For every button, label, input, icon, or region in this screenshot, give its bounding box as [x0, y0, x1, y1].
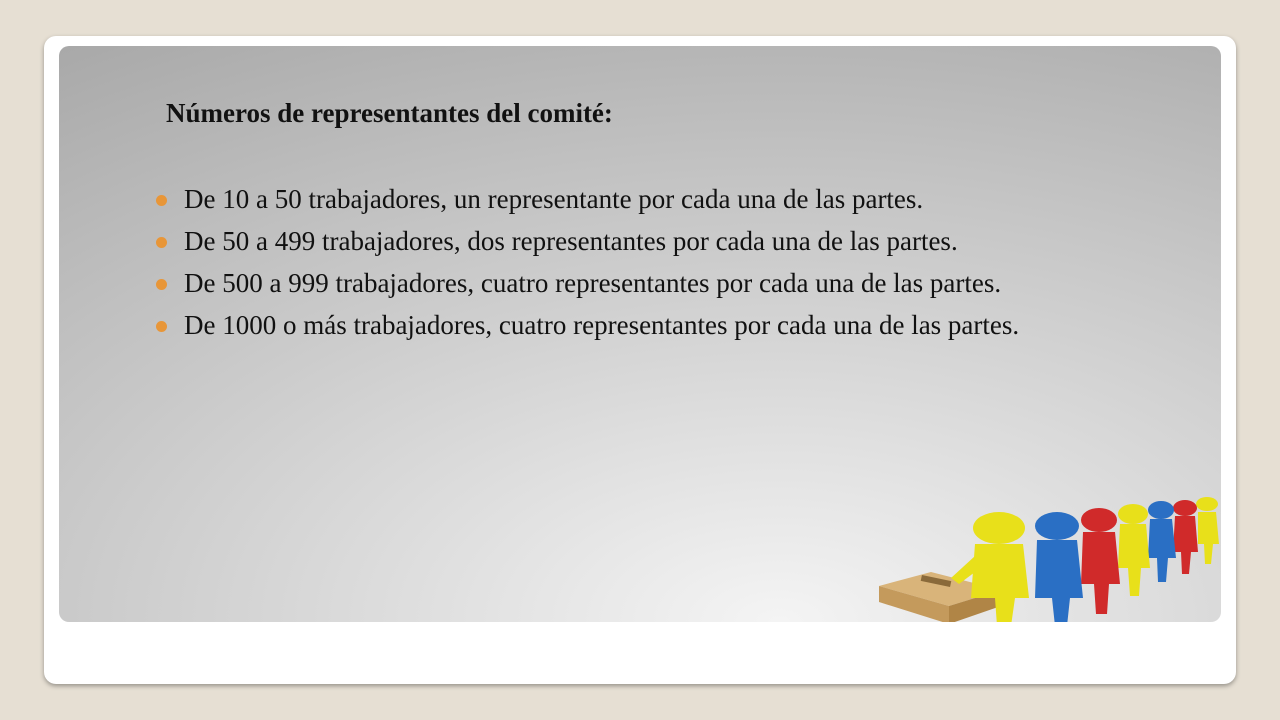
bullet-item [156, 265, 1033, 301]
bullet-text: De 500 a 999 trabajadores, cuatro representantes por cada una de las partes. [184, 268, 1002, 298]
figure-yellow-mid [1118, 504, 1150, 596]
slide-title: Números de representantes del comité: [166, 98, 613, 128]
bullet-dot-icon [156, 237, 167, 248]
bullet-dot-icon [156, 195, 167, 206]
figure-yellow-back [1196, 497, 1219, 564]
figure-red-mid [1081, 508, 1120, 614]
bullet-dot-icon [156, 321, 167, 332]
slide-card [44, 36, 1236, 684]
bullet-text: De 1000 o más trabajadores, cuatro representantes por cada una de las partes. [184, 310, 1020, 340]
bullet-text: De 50 a 499 trabajadores, dos representantes por cada una de las partes. [184, 226, 958, 256]
bullet-item [156, 223, 1033, 259]
figure-blue-back [1148, 501, 1176, 582]
bullet-item [156, 181, 1033, 217]
bullet-dot-icon [156, 279, 167, 290]
bullet-list [156, 181, 1033, 349]
figure-red-back [1173, 500, 1198, 574]
slide-panel [59, 46, 1221, 622]
voting-queue-figures-icon [871, 486, 1221, 622]
bullet-text: De 10 a 50 trabajadores, un representante por cada una de las partes. [184, 184, 924, 214]
figure-blue-front [1035, 512, 1083, 622]
bullet-item [156, 307, 1033, 343]
